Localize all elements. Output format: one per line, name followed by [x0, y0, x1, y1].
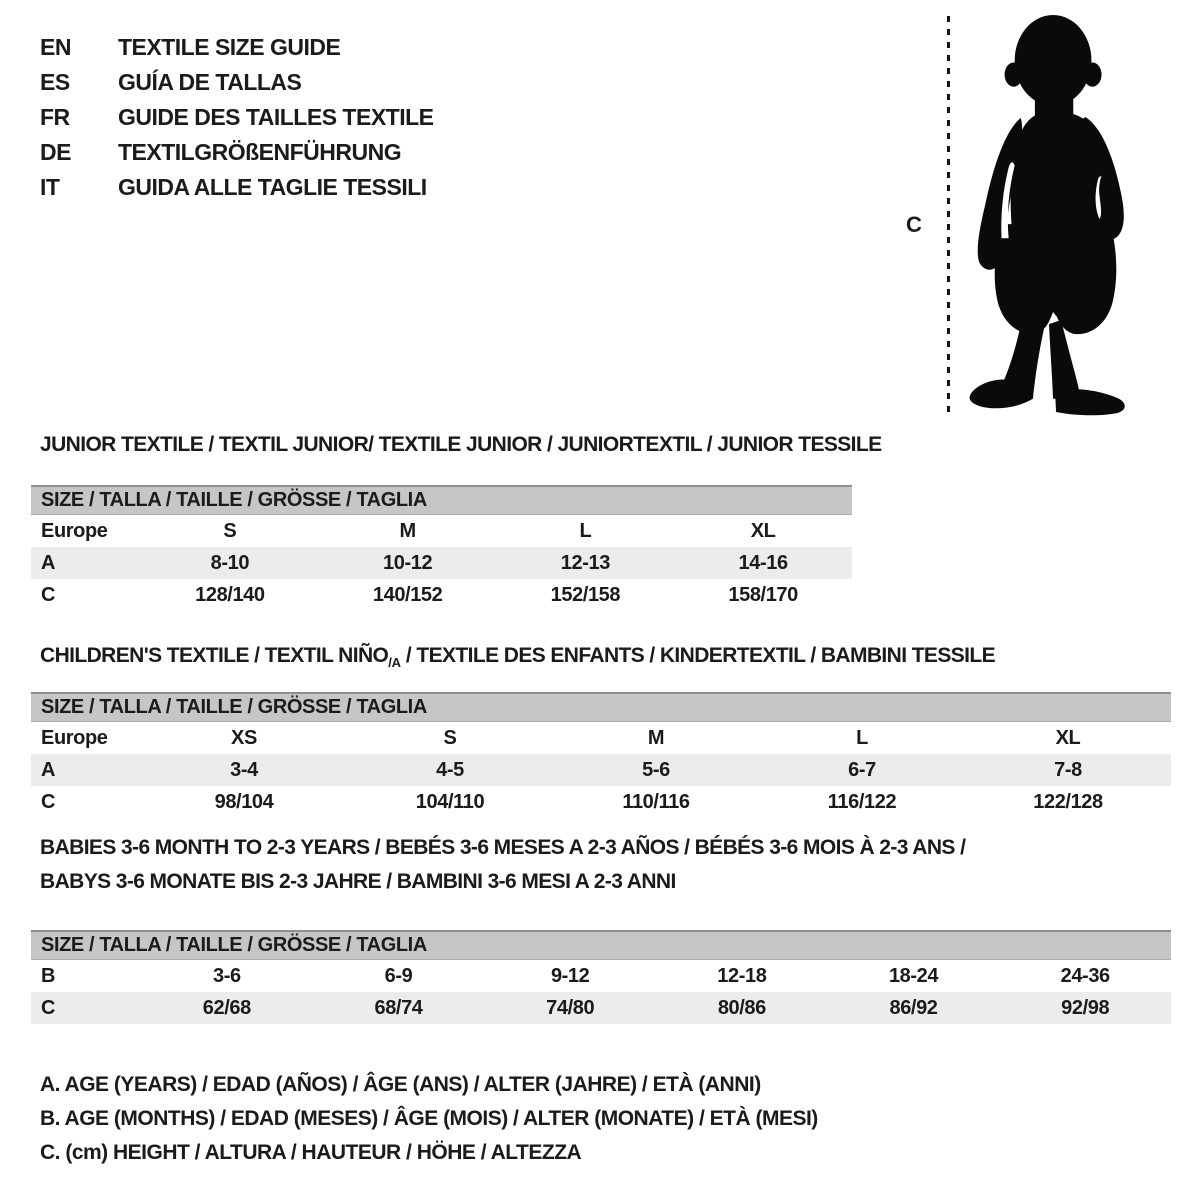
- babies-height-row: [31, 992, 1171, 1024]
- row-label: Europe: [41, 519, 108, 542]
- row-label: A: [41, 551, 56, 574]
- junior-age-row: [31, 547, 852, 579]
- junior-height-row: [31, 579, 852, 611]
- table-cell: 5-6: [642, 758, 670, 781]
- size-col-header: S: [223, 519, 237, 542]
- language-row-it: [40, 170, 434, 205]
- children-heading-main: CHILDREN'S TEXTILE / TEXTIL NIÑO: [40, 644, 389, 667]
- language-title-list: [40, 30, 434, 205]
- children-heading-rest: / TEXTILE DES ENFANTS / KINDERTEXTIL / BAMBINI TESSILE: [400, 644, 996, 667]
- table-cell: 62/68: [202, 996, 251, 1019]
- babies-heading-line1: BABIES 3-6 MONTH TO 2-3 YEARS / BEBÉS 3-6 MESES A 2-3 AÑOS / BÉBÉS 3-6 MOIS À 2-3 ANS /: [40, 836, 966, 859]
- toddler-silhouette-icon: [960, 14, 1135, 418]
- legend-height-cm: C. (cm) HEIGHT / ALTURA / HAUTEUR / HÖHE / ALTEZZA: [40, 1141, 582, 1164]
- table-cell: 10-12: [383, 551, 433, 574]
- language-code: EN: [40, 34, 71, 60]
- row-label: C: [41, 790, 56, 813]
- row-label: B: [41, 964, 56, 987]
- table-cell: 24-36: [1060, 964, 1110, 987]
- size-col-header: L: [856, 726, 868, 749]
- children-section-heading: [40, 644, 995, 670]
- row-label: A: [41, 758, 56, 781]
- size-col-header: M: [399, 519, 416, 542]
- table-cell: 80/86: [717, 996, 766, 1019]
- guide-title-de: TEXTILGRÖßENFÜHRUNG: [118, 139, 402, 165]
- table-cell: 12-13: [560, 551, 610, 574]
- junior-section-heading: JUNIOR TEXTILE / TEXTIL JUNIOR/ TEXTILE JUNIOR / JUNIORTEXTIL / JUNIOR TESSILE: [40, 433, 882, 456]
- height-dashed-line: [947, 16, 950, 416]
- table-cell: 6-9: [384, 964, 413, 987]
- language-code: IT: [40, 174, 60, 200]
- measure-legend: [40, 1068, 818, 1170]
- size-col-header: L: [579, 519, 592, 542]
- table-cell: 98/104: [214, 790, 274, 813]
- junior-size-header-bar: [31, 485, 852, 515]
- babies-heading-line2: BABYS 3-6 MONATE BIS 2-3 JAHRE / BAMBINI 3-6 MESI A 2-3 ANNI: [40, 870, 676, 893]
- language-row-en: [40, 30, 434, 65]
- language-row-de: [40, 135, 434, 170]
- table-cell: 92/98: [1061, 996, 1110, 1019]
- size-col-header: S: [443, 726, 457, 749]
- guide-title-it: GUIDA ALLE TAGLIE TESSILI: [118, 174, 427, 200]
- table-cell: 128/140: [195, 583, 265, 606]
- table-cell: 7-8: [1054, 758, 1082, 781]
- row-label: C: [41, 996, 56, 1019]
- row-label: Europe: [41, 726, 108, 749]
- size-col-header: XL: [750, 519, 776, 542]
- size-col-header: XL: [1055, 726, 1081, 749]
- table-cell: 8-10: [210, 551, 250, 574]
- table-cell: 152/158: [550, 583, 621, 606]
- children-size-header-bar: [31, 692, 1171, 722]
- babies-size-header-bar: [31, 930, 1171, 960]
- babies-size-header-text: SIZE / TALLA / TAILLE / GRÖSSE / TAGLIA: [41, 934, 427, 956]
- children-size-header-text: SIZE / TALLA / TAILLE / GRÖSSE / TAGLIA: [41, 696, 427, 718]
- language-code: ES: [40, 69, 70, 95]
- guide-title-es: GUÍA DE TALLAS: [118, 69, 302, 95]
- table-cell: 140/152: [372, 583, 443, 606]
- guide-title-fr: GUIDE DES TAILLES TEXTILE: [118, 104, 434, 130]
- height-measure-label: C: [906, 212, 922, 237]
- guide-title-en: TEXTILE SIZE GUIDE: [118, 34, 341, 60]
- children-height-row: [31, 786, 1171, 818]
- size-col-header: M: [647, 726, 665, 749]
- table-cell: 9-12: [550, 964, 590, 987]
- table-cell: 14-16: [738, 551, 788, 574]
- table-cell: 86/92: [889, 996, 938, 1019]
- table-cell: 12-18: [717, 964, 767, 987]
- row-label: C: [41, 583, 56, 606]
- table-cell: 122/128: [1033, 790, 1103, 813]
- size-col-header: XS: [231, 726, 257, 749]
- table-cell: 104/110: [415, 790, 485, 813]
- children-europe-row: [31, 722, 1171, 754]
- junior-size-header-text: SIZE / TALLA / TAILLE / GRÖSSE / TAGLIA: [41, 489, 427, 511]
- table-cell: 3-6: [212, 964, 241, 987]
- babies-months-row: [31, 960, 1171, 992]
- legend-age-months: B. AGE (MONTHS) / EDAD (MESES) / ÂGE (MOIS) / ALTER (MONATE) / ETÀ (MESI): [40, 1107, 818, 1130]
- table-cell: 68/74: [374, 996, 423, 1019]
- children-heading-subscript: /A: [388, 655, 401, 670]
- table-cell: 74/80: [546, 996, 595, 1019]
- table-cell: 4-5: [436, 758, 464, 781]
- legend-age-years: A. AGE (YEARS) / EDAD (AÑOS) / ÂGE (ANS) / ALTER (JAHRE) / ETÀ (ANNI): [40, 1073, 761, 1096]
- table-cell: 3-4: [230, 758, 258, 781]
- language-code: FR: [40, 104, 70, 130]
- language-code: DE: [40, 139, 71, 165]
- table-cell: 18-24: [888, 964, 939, 987]
- junior-europe-row: [31, 515, 852, 547]
- children-age-row: [31, 754, 1171, 786]
- language-row-es: [40, 65, 434, 100]
- table-cell: 158/170: [728, 583, 798, 606]
- table-cell: 110/116: [622, 790, 690, 813]
- language-row-fr: [40, 100, 434, 135]
- table-cell: 6-7: [848, 758, 876, 781]
- table-cell: 116/122: [827, 790, 897, 813]
